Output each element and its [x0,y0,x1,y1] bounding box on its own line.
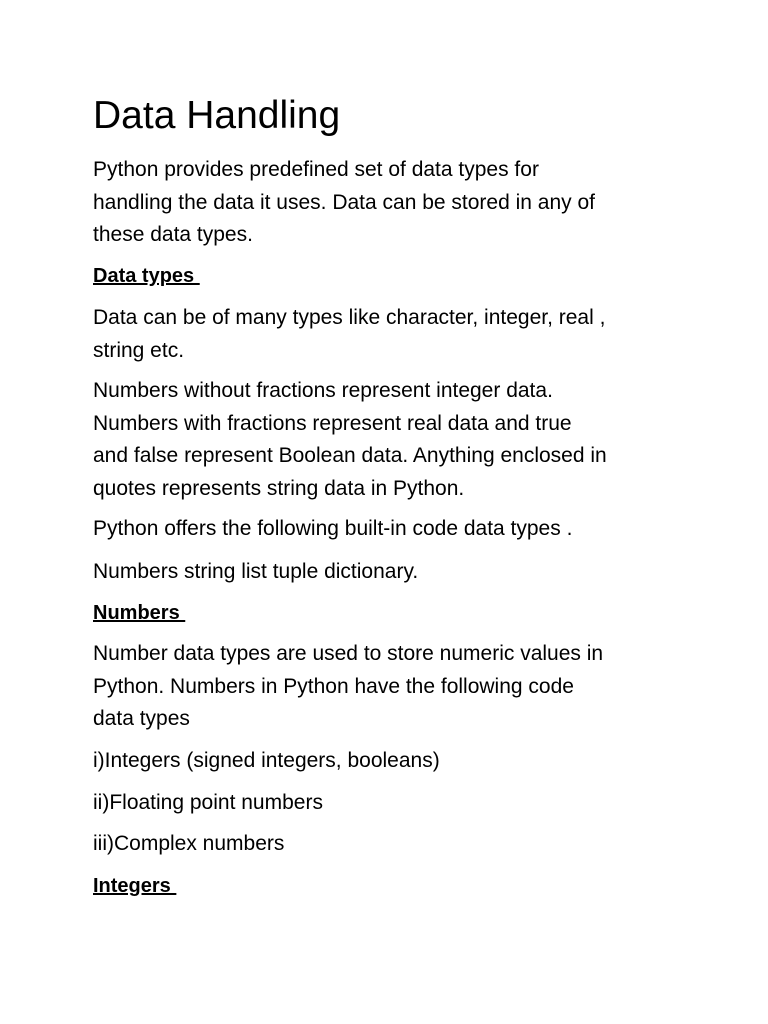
page-title: Data Handling [93,94,341,137]
intro-line: these data types. [93,223,253,246]
numbers-description-line: Numbers without fractions represent integer data. [93,379,553,402]
number-types-line: data types [93,707,190,730]
data-types-line: string etc. [93,338,185,362]
numbers-description-paragraph [93,375,607,505]
numbers-description-line: and false represent Boolean data. Anything enclosed in [93,444,607,467]
number-types-line: Number data types are used to store numeric values in [93,642,604,665]
intro-paragraph [93,154,595,252]
number-list-item: i)Integers (signed integers, booleans) [93,749,440,772]
heading-integers: Integers [93,875,177,897]
heading-data-types: Data types [93,265,200,287]
intro-line: handling the data it uses. Data can be stored in any of [93,190,596,214]
number-list-item: iii)Complex numbers [93,832,285,855]
numbers-description-line: quotes represents string data in Python. [93,476,465,500]
number-types-line: Python. Numbers in Python have the following code [93,674,574,698]
heading-numbers: Numbers [93,602,186,624]
data-types-line: Data can be of many types like character, integer, real , [93,306,606,329]
intro-line: Python provides predefined set of data types for [93,158,539,181]
number-types-paragraph [93,638,603,736]
builtin-types-paragraph: Python offers the following built-in code data types . [93,517,573,540]
number-list-item: ii)Floating point numbers [93,791,323,814]
builtin-types-list: Numbers string list tuple dictionary. [93,560,419,583]
numbers-description-line: Numbers with fractions represent real data and true [93,411,572,435]
data-types-paragraph [93,302,605,367]
